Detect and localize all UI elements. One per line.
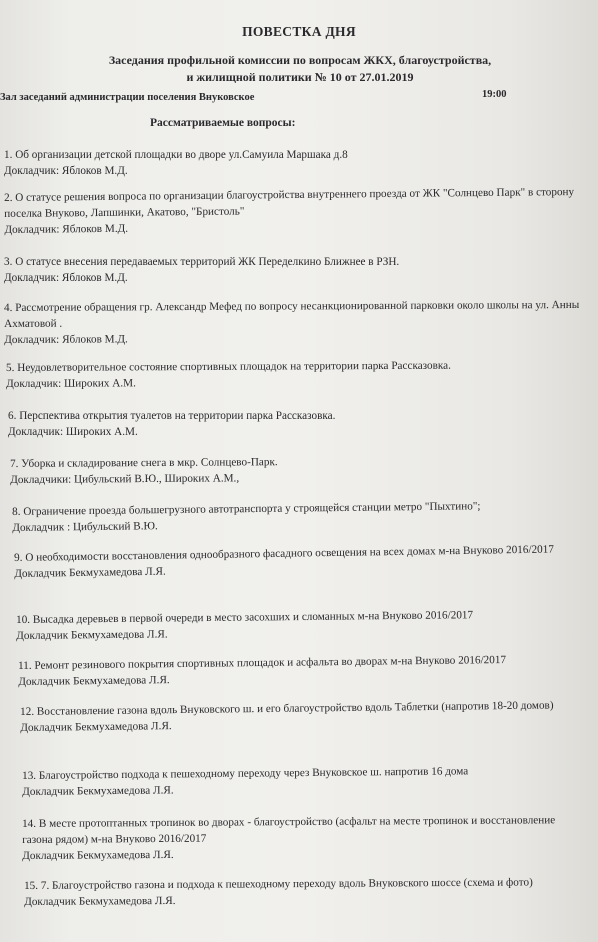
agenda-item-7 <box>10 452 595 488</box>
agenda-item-speaker: Докладчик Бекмухамедова Л.Я. <box>16 628 168 642</box>
agenda-item-speaker: Докладчик Бекмухамедова Л.Я. <box>18 674 170 688</box>
agenda-item-11 <box>18 651 596 690</box>
agenda-item-9 <box>14 541 582 582</box>
agenda-item-text: 12. Восстановление газона вдоль Внуковского ш. и его благоустройство вдоль Таблетки (напротив 18-20 домов) <box>20 699 554 718</box>
agenda-item-text: 7. Уборка и складирование снега в мкр. Солнцево-Парк. <box>10 456 278 470</box>
document-title: ПОВЕСТКА ДНЯ <box>242 24 356 39</box>
agenda-item-text: 10. Высадка деревьев в первой очереди в место засохших и сломанных м-на Внуково 2016/2017 <box>16 609 474 626</box>
agenda-item-15 <box>24 874 590 910</box>
agenda-item-speaker: Докладчик Бекмухамедова Л.Я. <box>22 848 174 862</box>
agenda-item-text: 15. 7. Благоустройство газона и подхода к пешеходному переходу вдоль Внуковского шоссе (схема и фото) <box>24 876 533 892</box>
meeting-venue: Зал заседаний администрации поселения Внуковское <box>0 92 255 103</box>
agenda-item-text: 3. О статусе внесения передаваемых территорий ЖК Переделкино Ближнее в РЗН. <box>4 256 400 268</box>
agenda-item-speaker: Докладчик : Цибульский В.Ю. <box>12 520 158 534</box>
questions-heading: Рассматриваемые вопросы: <box>150 117 296 129</box>
agenda-item-text: 6. Перспектива открытия туалетов на территории парка Рассказовка. <box>8 410 336 422</box>
subtitle-line-1: Заседания профильной комиссии по вопросам ЖКХ, благоустройства, <box>108 53 492 67</box>
agenda-item-3 <box>4 254 594 286</box>
agenda-item-speaker: Докладчик Бекмухамедова Л.Я. <box>20 720 172 734</box>
agenda-item-speaker: Докладчики: Цибульский В.Ю., Широких А.М., <box>10 472 240 486</box>
subtitle-line-2: и жилищной политики № 10 от 27.01.2019 <box>186 70 414 84</box>
agenda-item-speaker: Докладчик: Широких А.М. <box>8 426 138 438</box>
agenda-item-text: 2. О статусе решения вопроса по организации благоустройства внутреннего проезда от ЖК "Солнцево Парк" в сторону поселка Внуково, Лапшинки, Акатово, "Бристоль" <box>4 186 575 220</box>
agenda-item-speaker: Докладчик Бекмухамедова Л.Я. <box>24 894 176 908</box>
agenda-item-text: 11. Ремонт резинового покрытия спортивных площадок и асфальта во дворах м-на Внуково 2016/2017 <box>18 654 507 672</box>
agenda-item-text: 8. Ограничение проезда большегрузного автотранспорта у строящейся станции метро "Пыхтино"; <box>12 500 481 518</box>
agenda-item-text: 13. Благоустройство подхода к пешеходному переходу через Внуковское ш. напротив 16 дома <box>22 765 469 782</box>
agenda-item-12 <box>20 697 586 736</box>
agenda-item-2 <box>4 184 582 238</box>
agenda-item-speaker: Докладчик: Яблоков М.Д. <box>4 222 129 236</box>
agenda-item-13 <box>22 762 596 800</box>
agenda-item-14 <box>22 812 588 864</box>
agenda-item-10 <box>16 606 594 644</box>
agenda-item-5 <box>6 357 596 392</box>
agenda-item-text: 1. Об организации детской площадки во дворе ул.Самуила Маршака д.8 <box>4 149 348 161</box>
agenda-item-speaker: Докладчик: Широких А.М. <box>6 377 136 390</box>
agenda-item-speaker: Докладчик: Яблоков М.Д. <box>4 333 128 346</box>
agenda-item-8 <box>12 497 592 536</box>
agenda-item-text: 9. О необходимости восстановления однообразного фасадного освещения на всех домах м-на Внуково 2016/2017 <box>14 543 555 564</box>
agenda-item-speaker: Докладчик: Яблоков М.Д. <box>4 165 128 177</box>
agenda-item-6 <box>8 408 593 440</box>
document-subtitle <box>40 52 560 86</box>
agenda-item-text: 14. В месте протоптанных тропинок во дворах - благоустройство (асфальт на месте тропинок и восстановление газона рядом) м-на Внуково 2016/2017 <box>22 814 556 846</box>
agenda-item-text: 4. Рассмотрение обращения гр. Александр Мефед по вопросу несанкционированной парковки около школы на ул. Анны Ахматовой . <box>4 298 580 330</box>
agenda-item-speaker: Докладчик: Яблоков М.Д. <box>4 272 128 284</box>
agenda-item-1 <box>4 147 594 179</box>
agenda-item-speaker: Докладчик Бекмухамедова Л.Я. <box>14 565 166 580</box>
agenda-item-4 <box>4 297 592 348</box>
agenda-item-text: 5. Неудовлетворительное состояние спортивных площадок на территории парка Рассказовка. <box>6 359 451 374</box>
meeting-time: 19:00 <box>482 89 507 100</box>
agenda-item-speaker: Докладчик Бекмухамедова Л.Я. <box>22 784 174 798</box>
